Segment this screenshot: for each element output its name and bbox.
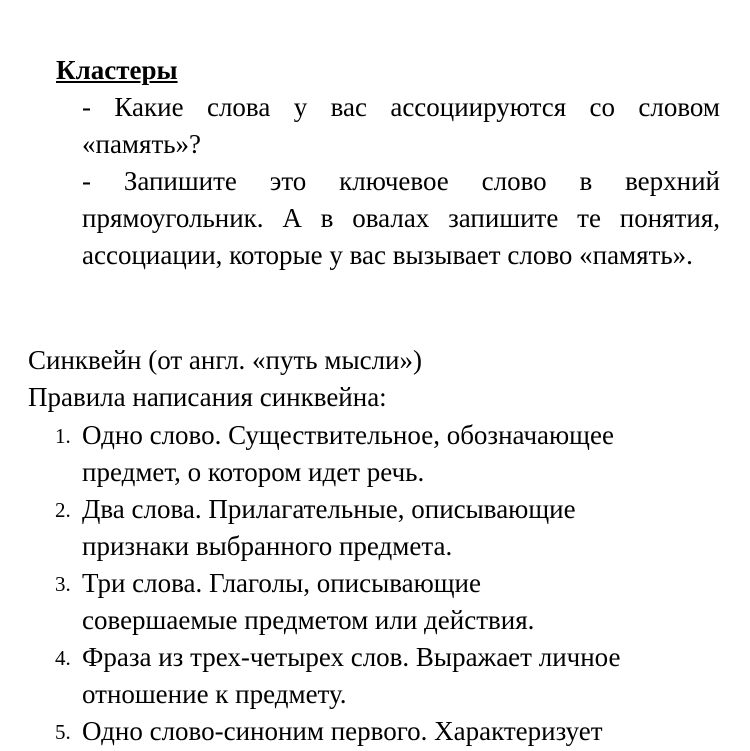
rule-text-line1: Два слова. Прилагательные, описывающие [82, 494, 576, 524]
cinquain-rules-list [0, 417, 750, 750]
rule-number: 2. [55, 498, 71, 522]
cinquain-title: Синквейн (от англ. «путь мысли») [28, 345, 422, 375]
cinquain-rules-heading: Правила написания синквейна: [28, 382, 387, 412]
rule-text-line2: признаки выбранного предмета. [82, 531, 453, 561]
rule-item-1 [0, 417, 712, 491]
rule-text-line2: отношение к предмету. [82, 679, 347, 709]
clusters-question: - Какие слова у вас ассоциируются со словом «память»? [82, 92, 720, 159]
rule-item-5 [0, 713, 712, 750]
clusters-instruction: - Запишите это ключевое слово в верхний прямоугольник. А в овалах запишите те понятия, ассоциации, которые у вас вызывает слово «память». [82, 166, 720, 270]
rule-text-line1: Фраза из трех-четырех слов. Выражает личное [82, 642, 621, 672]
rule-text-line1: Одно слово-синоним первого. Характеризует [82, 716, 603, 746]
rule-number: 3. [55, 572, 71, 596]
rule-number: 5. [55, 720, 71, 744]
rule-number: 1. [55, 424, 71, 448]
rule-item-3 [0, 565, 712, 639]
rule-item-4 [0, 639, 712, 713]
rule-number: 4. [55, 646, 71, 670]
rule-item-2 [0, 491, 712, 565]
rule-text-line1: Три слова. Глаголы, описывающие [82, 568, 481, 598]
rule-text-line2: предмет, о котором идет речь. [82, 457, 425, 487]
clusters-heading: Кластеры [56, 55, 178, 85]
rule-text-line2: совершаемые предметом или действия. [82, 605, 535, 635]
rule-text-line1: Одно слово. Существительное, обозначающее [82, 420, 614, 450]
